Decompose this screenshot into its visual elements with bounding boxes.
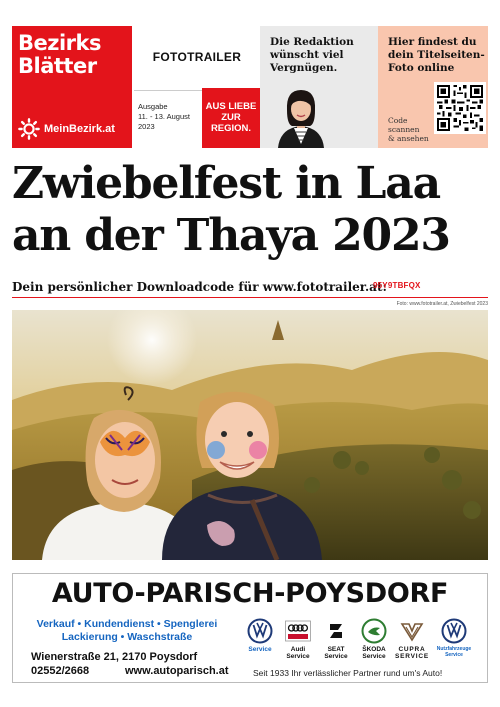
divider: [12, 297, 488, 298]
vw-nutzfahrzeuge-icon: [441, 618, 467, 644]
meinbezirk-label: MeinBezirk.at: [44, 123, 115, 135]
logo-sub: [18, 118, 115, 140]
issue-label: Ausgabe: [138, 102, 168, 111]
download-code: 95Y9TBFQX: [373, 281, 421, 290]
brand-label: ŠKODA Service: [362, 646, 386, 660]
vw-icon: [247, 618, 273, 644]
issue-year: 2023: [138, 122, 155, 131]
brand-label: Audi Service: [286, 646, 310, 660]
meinbezirk-sun-icon: [18, 118, 40, 140]
ad-website[interactable]: www.autoparisch.at: [125, 665, 229, 677]
cover-online-text: Hier findest du dein Titelseiten- Foto online: [388, 36, 485, 74]
cover-photo: [12, 310, 488, 560]
cover-photo-image: [12, 310, 488, 560]
masthead: [12, 26, 488, 148]
product-column: [134, 26, 260, 148]
brand-label: CUPRA SERVICE: [394, 646, 430, 660]
brand-label: Service: [248, 646, 272, 653]
brand-cupra: [392, 618, 432, 660]
cover-online-column: [378, 26, 488, 148]
download-instruction: Dein persönlicher Downloadcode für www.fototrailer.at:: [12, 280, 387, 294]
slogan-badge: AUS LIEBE ZUR REGION.: [202, 88, 260, 148]
brand-skoda: [354, 618, 394, 660]
brand-seat: [316, 618, 356, 660]
brand-label: SEAT Service: [324, 646, 348, 660]
scan-instruction: Code scannen & ansehen: [388, 116, 429, 143]
cupra-icon: [399, 618, 425, 644]
services-line: Verkauf • Kundendienst • Spenglerei: [36, 618, 218, 630]
ad-title: AUTO-PARISCH-POYSDORF: [51, 578, 449, 609]
brand-vw: [240, 618, 280, 653]
brand-audi: [278, 618, 318, 660]
qr-code-icon: [437, 85, 483, 131]
product-title: FOTOTRAILER: [152, 50, 242, 64]
headline: Zwiebelfest in Laa an der Thaya 2023: [12, 158, 450, 261]
audi-icon: [285, 618, 311, 644]
editor-portrait: [270, 84, 332, 148]
seat-icon: [323, 618, 349, 644]
photo-credit: Foto: www.fototrailer.at, Zwiebelfest 2023: [396, 301, 488, 307]
issue-dates: 11. - 13. August: [138, 112, 190, 121]
qr-code[interactable]: [434, 82, 486, 134]
bezirksblaetter-logo[interactable]: [12, 26, 132, 148]
services-line: Lackierung • Waschstraße: [61, 631, 193, 643]
editor-column: [260, 26, 378, 148]
ad-address: Wienerstraße 21, 2170 Poysdorf: [31, 651, 198, 663]
skoda-icon: [361, 618, 387, 644]
editor-greeting: Die Redaktion wünscht viel Vergnügen.: [270, 36, 354, 74]
ad-tagline: Seit 1933 Ihr verlässlicher Partner rund um's Auto!: [253, 668, 443, 678]
ad-services: [17, 618, 237, 644]
issue-info: [138, 102, 190, 132]
logo-title: Bezirks Blätter: [18, 31, 101, 78]
ad-phone[interactable]: 02552/2668: [31, 665, 90, 677]
brand-vw-nutzfahrzeuge: [434, 618, 474, 658]
brand-label: Nutzfahrzeuge Service: [436, 646, 472, 658]
advertisement[interactable]: [12, 573, 488, 683]
